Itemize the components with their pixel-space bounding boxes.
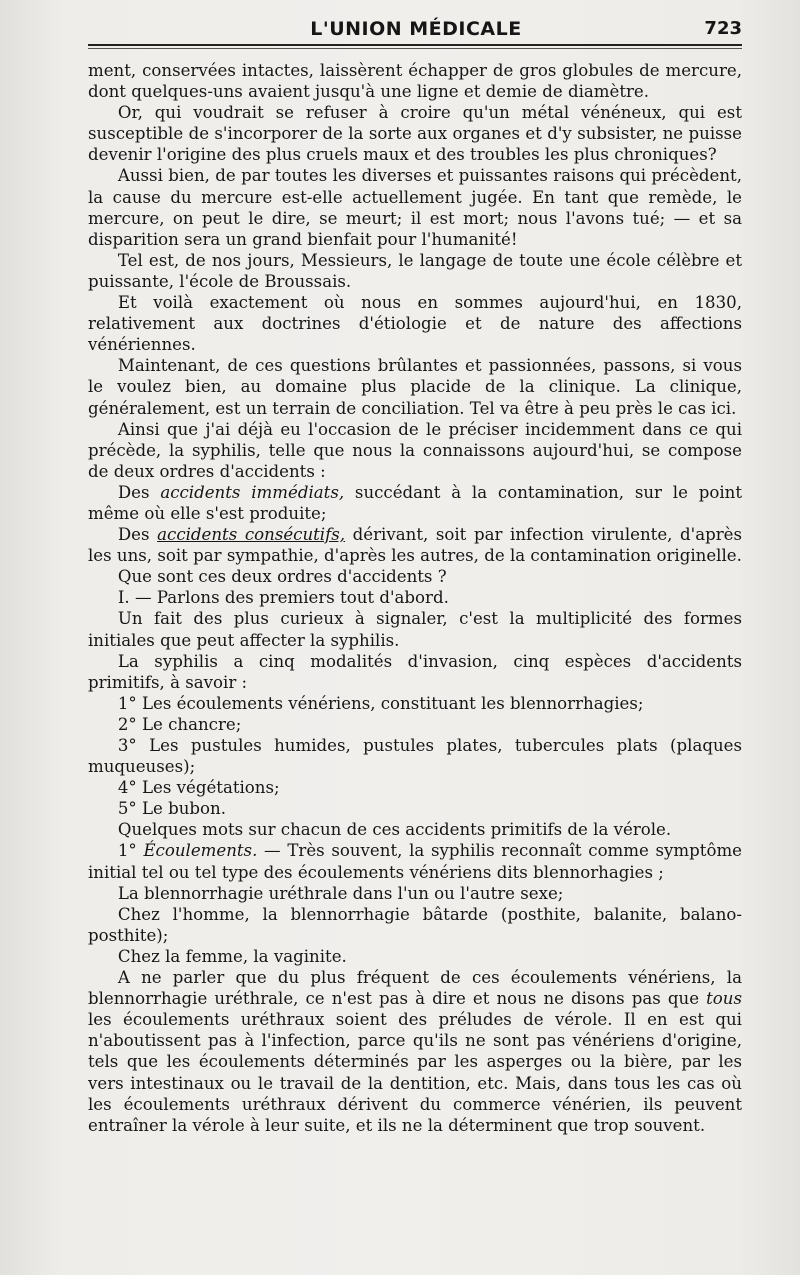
paragraph: Un fait des plus curieux à signaler, c'est la multiplicité des formes initiales que peut affecter la syphilis. <box>88 609 742 650</box>
paragraph: Que sont ces deux ordres d'accidents ? <box>117 567 447 587</box>
paragraph: 1° Écoulements. — Très souvent, la syphilis reconnaît comme symptôme initial tel ou tel type des écoulements vénériens dits blennorhagies ; <box>88 841 743 882</box>
header-rule <box>88 44 742 46</box>
paragraph: Quelques mots sur chacun de ces accidents primitifs de la vérole. <box>117 820 672 840</box>
paragraph: La syphilis a cinq modalités d'invasion, cinq espèces d'accidents primitifs, à savoir : <box>88 651 742 692</box>
emphasis: tous <box>706 989 742 1009</box>
list-item: 4° Les végétations; <box>117 778 280 798</box>
running-header <box>88 14 744 44</box>
paragraph: Or, qui voudrait se refuser à croire qu'un métal vénéneux, qui est susceptible de s'incorporer de la sorte aux organes et d'y subsister, ne puisse devenir l'origine des plus cruels maux et des troubles les plus chroniques? <box>88 103 742 165</box>
page-number: 723 <box>704 18 742 39</box>
paragraph: Et voilà exactement où nous en sommes aujourd'hui, en 1830, relativement aux doctrines d'étiologie et de nature des affections vénériennes. <box>88 293 742 355</box>
header-rule-thin <box>88 48 742 49</box>
paragraph: Chez l'homme, la blennorrhagie bâtarde (posthite, balanite, balano-posthite); <box>88 904 742 945</box>
list-item: 3° Les pustules humides, pustules plates, tubercules plats (plaques muqueuses); <box>88 736 742 777</box>
list-item: 5° Le bubon. <box>117 799 227 819</box>
journal-title: L'UNION MÉDICALE <box>310 18 522 40</box>
emphasis: Écoulements. <box>143 841 258 861</box>
paragraph: I. — Parlons des premiers tout d'abord. <box>117 588 449 608</box>
paragraph: ment, conservées intactes, laissèrent échapper de gros globules de mercure, dont quelques-uns avaient jusqu'à une ligne et demie de diamètre. <box>88 61 742 102</box>
emphasis: accidents immédiats, <box>160 482 345 502</box>
list-item: 2° Le chancre; <box>117 714 242 734</box>
paragraph: Tel est, de nos jours, Messieurs, le langage de toute une école célèbre et puissante, l'école de Broussais. <box>88 250 742 291</box>
paragraph: A ne parler que du plus fréquent de ces écoulements vénériens, la blennorrhagie uréthrale, ce n'est pas à dire et nous ne disons pas que tous les écoulements uréthraux soient des préludes de vérole. Il en est qui n'aboutissent pas à l'infection, parce qu'ils ne sont pas vénériens d'origine, tels que les écoulements déterminés par les asperges ou la bière, par les vers intestinaux ou le travail de la dentition, etc. Mais, dans tous les cas où les écoulements uréthraux dérivent du commerce vénérien, ils peuvent entraîner la vérole à leur suite, et ils ne la déterminent que trop souvent. <box>88 968 742 1135</box>
body-text <box>88 60 742 1136</box>
emphasis: accidents consécutifs, <box>157 525 346 545</box>
paragraph: La blennorrhagie uréthrale dans l'un ou l'autre sexe; <box>117 883 564 903</box>
paragraph: Des accidents consécutifs, dérivant, soit par infection virulente, d'après les uns, soit par sympathie, d'après les autres, de la contamination originelle. <box>88 525 743 566</box>
paragraph: Chez la femme, la vaginite. <box>117 946 347 966</box>
list-item: 1° Les écoulements vénériens, constituant les blennorrhagies; <box>117 693 644 713</box>
paragraph: Maintenant, de ces questions brûlantes et passionnées, passons, si vous le voulez bien, au domaine plus placide de la clinique. La clinique, généralement, est un terrain de conciliation. Tel va être à peu près le cas ici. <box>88 356 742 418</box>
paragraph: Ainsi que j'ai déjà eu l'occasion de le préciser incidemment dans ce qui précède, la syphilis, telle que nous la connaissons aujourd'hui, se compose de deux ordres d'accidents : <box>88 419 742 481</box>
paragraph: Des accidents immédiats, succédant à la contamination, sur le point même où elle s'est produite; <box>88 482 742 523</box>
paragraph: Aussi bien, de par toutes les diverses et puissantes raisons qui précèdent, la cause du mercure est-elle actuellement jugée. En tant que remède, le mercure, on peut le dire, se meurt; il est mort; nous l'avons tué; — et sa disparition sera un grand bienfait pour l'humanité! <box>88 166 742 249</box>
